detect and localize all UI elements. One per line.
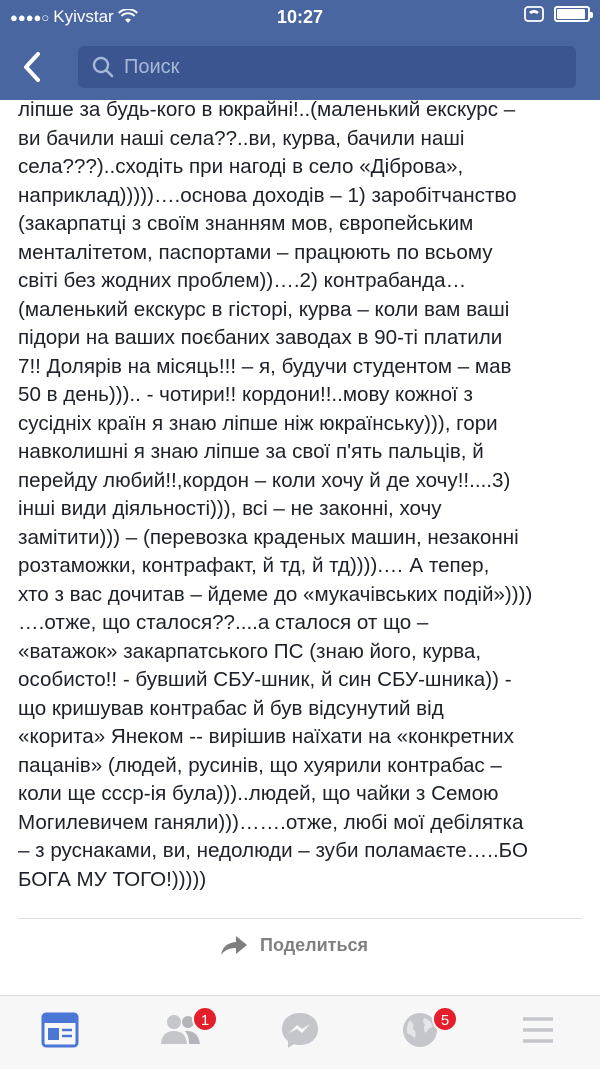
messenger-icon [278,1010,322,1050]
back-button[interactable] [18,50,52,84]
search-icon [92,56,114,78]
tab-bar [0,995,600,1069]
signal-dots-icon: ●●●●○ [10,9,50,25]
tab-news-feed[interactable] [38,1010,88,1056]
menu-icon [516,1010,560,1050]
news-feed-icon [38,1010,82,1050]
search-bar[interactable] [78,46,576,88]
search-input[interactable] [124,56,524,79]
carrier-name: Kyivstar [53,7,114,26]
status-bar [0,0,600,36]
tab-notifications[interactable] [398,1010,448,1056]
post-text: ліпше за будь-кого в юкрайні!..(маленький екскурс – ви бачили наші села??..ви, курва, бачили наші села???)..сходіть при нагоді в село «Діброва», наприклад)))))….основа доходів – 1) заробітчанство (закарпатці з своїм знанням мов, європейським менталітетом, паспортами – працюють по всьому світі без жодних проблем))….2) контрабанда… (маленький екскурс в гісторі, курва – коли вам ваші підори на ваших поєбаних заводах в 90-ті платили 7!! Долярів на місяць!!! – я, будучи студентом – мав 50 в день))).. - чотири!! кордони!!..мову кожної з сусідніх країн я знаю ліпше ніж юкраїнську))), гори навколишні я знаю ліпше за свої п'ять пальців, й перейду любий!!,кордон – коли хочу й де хочу!!....3) інші види діяльності))), всі – не законні, хочу замітити))) – (перевозка краденых машин, незаконні розтаможки, контрафакт, й тд, й тд)))).… А тепер, хто з вас дочитав – йдеме до «мукачівських подій»)))) ….отже, що сталося??....а сталося от що – «ватажок» закарпатського ПС (знаю його, курва, особисто!! - бувший СБУ-шник, й син СБУ-шника)) - що кришував контрабас й був відсунутий від «корита» Янеком -- вирішив наїхати на «конкретних пацанів» (людей, русинів, що хуярили контрабас – коли ще ссср-ія була)))..людей, що чайки з Семою Могилевичем ганяли)))…….отже, любі мої дебілятка – з руснаками, ви, недолюди – зуби поламаєте…..БО БОГА МУ ТОГО!))))) [18,98,533,891]
battery-icon [554,6,590,22]
share-button[interactable] [220,934,368,956]
tab-friend-requests[interactable] [158,1010,208,1056]
chevron-left-icon [18,50,48,84]
share-arrow-icon [220,934,248,956]
phone-call-icon [524,6,544,22]
share-label: Поделиться [260,934,369,955]
status-time: 10:27 [276,7,324,27]
status-right [524,6,590,22]
notifications-badge: 5 [432,1006,458,1032]
friend-requests-badge: 1 [192,1006,218,1032]
navigation-bar [0,0,600,100]
tab-more[interactable] [516,1010,566,1056]
divider [18,918,582,919]
tab-messenger[interactable] [278,1010,328,1056]
